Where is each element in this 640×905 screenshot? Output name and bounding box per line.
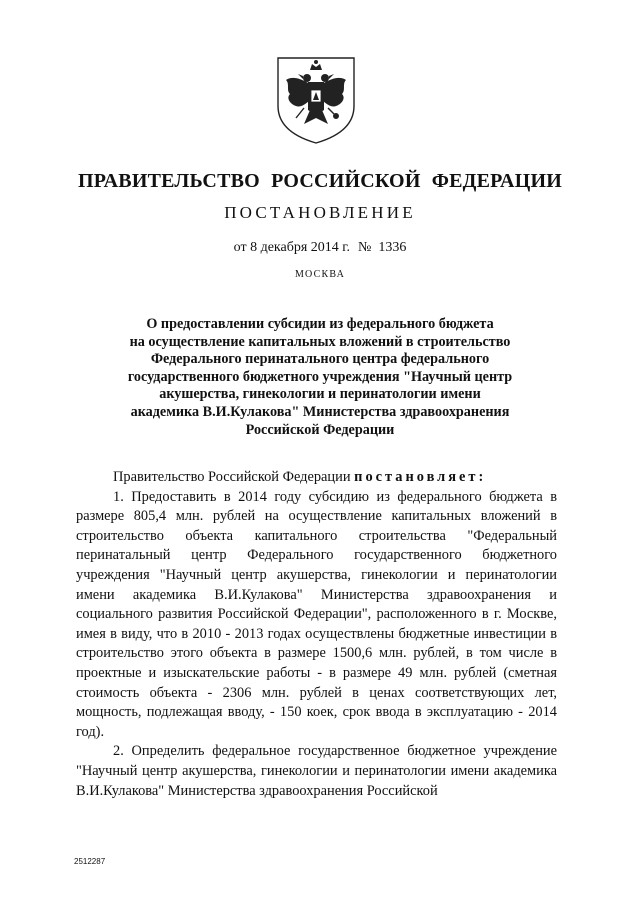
intro-action: постановляет: (354, 469, 487, 485)
subject-line: Федерального перинатального центра федерального (150, 351, 490, 368)
document-body (76, 468, 557, 801)
document-date-number (0, 240, 640, 256)
document-number: 1336 (378, 240, 407, 255)
intro-paragraph (76, 468, 557, 488)
intro-prefix: Правительство Российской Федерации (113, 469, 351, 485)
subject-line: академика В.И.Кулакова" Министерства здравоохранения (130, 403, 510, 420)
subject-line: на осуществление капитальных вложений в строительство (129, 333, 511, 350)
subject-line: Российской Федерации (245, 421, 395, 438)
document-type: ПОСТАНОВЛЕНИЕ (224, 203, 416, 222)
coat-of-arms-emblem (274, 54, 358, 146)
paragraph-1: 1. Предоставить в 2014 году субсидию из федерального бюджета в размере 805,4 млн. рублей на осуществление капитальных вложений в строительство объекта капитального строительства "Федеральный перинатальный центр Федерального государственного бюджетного учреждения "Научный центр акушерства, гинекологии и перинатологии имени академика В.И.Кулакова" Министерства здравоохранения и социального развития Российской Федерации", расположенного в г. Москве, имея в виду, что в 2010 - 2013 годах осуществлены бюджетные инвестиции в строительство этого объекта в размере 1500,6 млн. рублей, в том числе в проектные и изыскательские работы - в размере 49 млн. рублей (сметная стоимость объекта - 2306 млн. рублей в ценах соответствующих лет, мощность, подлежащая вводу, - 150 коек, срок ввода в эксплуатацию - 2014 год). (76, 488, 557, 740)
subject-line: О предоставлении субсидии из федерального бюджета (146, 316, 494, 332)
government-title: ПРАВИТЕЛЬСТВО РОССИЙСКОЙ ФЕДЕРАЦИИ (78, 170, 562, 192)
document-date: от 8 декабря 2014 г. (233, 240, 350, 255)
paragraph-2: 2. Определить федеральное государственное бюджетное учреждение "Научный центр акушерства, гинекологии и перинатологии имени академика В.И.Кулакова" Министерства здравоохранения Российской (76, 743, 557, 799)
document-subject (60, 316, 580, 439)
subject-line: государственного бюджетного учреждения "Научный центр (127, 368, 513, 385)
subject-line: акушерства, гинекологии и перинатологии имени (159, 386, 481, 403)
document-city: МОСКВА (294, 269, 346, 280)
document-code: 2512287 (74, 857, 106, 866)
number-sign: № (357, 240, 372, 255)
